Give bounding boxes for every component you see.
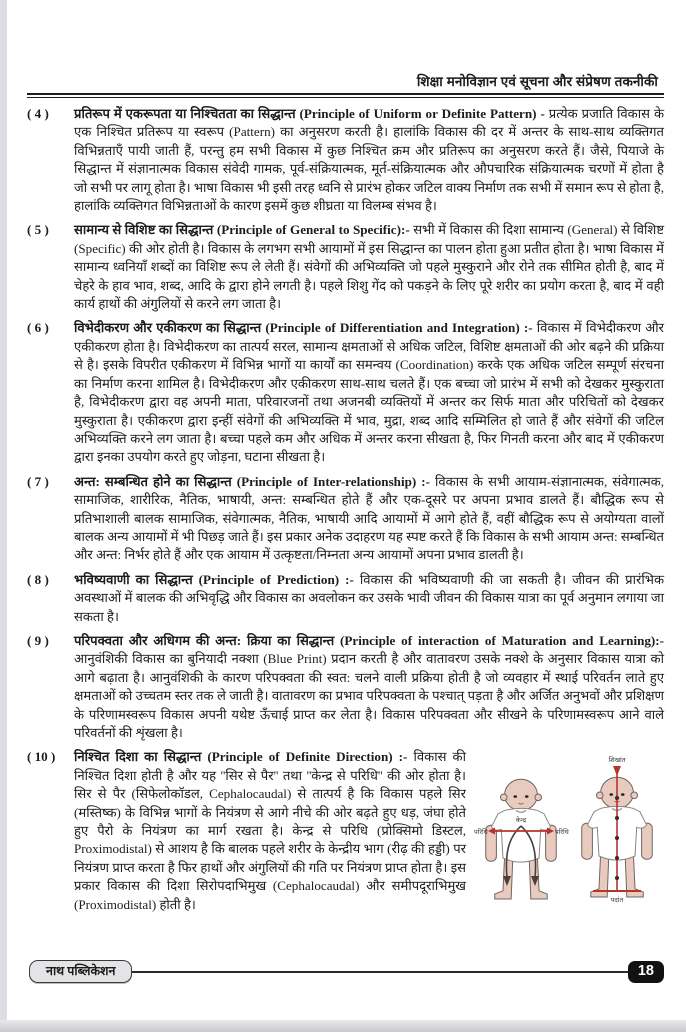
item-number: ( 5 ) — [27, 222, 49, 238]
principle-body: प्रत्येक प्रजाति विकास के एक निश्चित प्रतिरूप या स्वरूप (Pattern) का अनुसरण करती है। हालांकि विकास की दर में अन्तर के साथ-साथ व्यक्तिगत विभिन्नताएँ पायी जाती हैं, परन्तु हम सभी विकास में कुछ निश्चित क्रम और प्रतिरूप का अनुसरण करते हैं। जैसे, पियाजे के सिद्धान्त में संज्ञानात्मक विकास संवेदी गामक, पूर्व-संक्रियात्मक, मूर्त-संक्रियात्मक और औपचारिक संक्रियात्मक चरणों में होता है जो सभी पर लागू होता है। भाषा विकास भी इसी तरह ध्वनि से प्रारंभ होकर जटिल वाक्य निर्माण तक सभी में समान रूप से होता है, हालांकि व्यक्तिगत विभिन्नताओं के कारण इसमें कुछ शीघ्रता या विलम्ब संभव है। — [74, 106, 664, 214]
principle-title: निश्चित दिशा का सिद्धान्त (Principle of Definite Direction) :- — [74, 749, 408, 765]
principle-body: आनुवंशिकी विकास का बुनियादी नक्शा (Blue Print) प्रदान करती है और वातावरण उसके नक्शे के अनुसार विकास यात्रा को आगे बढ़ाता है। आनुवंशिकी के कारण परिपक्वता की स्वत: चलने वाली प्रक्रिया होती है जो व्यवहार में स्थाई परिवर्तन लाते हुए क्षमताओं को उच्चतम स्तर तक ले जाती है। वातावरण का प्रभाव परिपक्वता के पश्चात् पड़ता है और अर्जित अनुभवों और प्रशिक्षण के परिणामस्वरूप विकास अपनी यथेष्ट ऊँचाई प्राप्त कर लेता है। विकास परिपक्वता और सीखने के परिणामस्वरूप आने वाले परिवर्तनों की शृंखला है। — [74, 651, 664, 740]
item-number: ( 8 ) — [27, 571, 49, 587]
page-number-badge: 18 — [628, 961, 664, 983]
principle-title: भविष्यवाणी का सिद्धान्त (Principle of Prediction) :- — [74, 571, 354, 587]
principle-title: अन्त: सम्बन्धित होने का सिद्धान्त (Principle of Inter-relationship) :- — [74, 473, 430, 489]
item-text — [74, 105, 664, 215]
periphery-left-label: परिधि — [474, 829, 488, 837]
item-text — [74, 632, 664, 742]
principle-body: विकास के सभी आयाम-संज्ञानात्मक, संवेगात्मक, सामाजिक, शारीरिक, नैतिक, भाषायी, अन्त: सम्बन्धित होते हैं और एक-दूसरे पर अपना प्रभाव डालते हैं। बौद्धिक रूप से प्रतिभाशाली बालक सामाजिक, संवेगात्मक, नैतिक, भाषायी आदि आयामों में आगे होते हैं, वहीं बौद्धिक रूप से अयोग्यता वालों बालक अन्य आयामों में भी पिछड़ जाते हैं। इस प्रकार अनेक उदाहरण यह स्पष्ट करते हैं कि विकास के सभी आयाम अन्त: सम्बन्धित और अन्त: निर्भर होते हैं और एक आयाम में उत्कृष्टता/निम्नता अन्य आयामों अपना प्रभाव डालती है। — [74, 473, 664, 563]
item-number: ( 6 ) — [27, 320, 49, 336]
item-number: ( 7 ) — [27, 473, 49, 489]
principle-item-4 — [27, 105, 664, 215]
item-text — [74, 571, 664, 626]
book-page — [7, 0, 686, 1020]
item-number: ( 10 ) — [27, 749, 56, 765]
periphery-right-label: परिधि — [555, 829, 569, 837]
principle-item-6 — [27, 319, 664, 466]
item-text — [74, 319, 664, 466]
principle-title: प्रतिरूप में एकरूपता या निश्चितता का सिद्धान्त (Principle of Uniform or Definite Pattern) - — [74, 106, 545, 121]
principle-title: विभेदीकरण और एकीकरण का सिद्धान्त (Principle of Differentiation and Integration) :- — [74, 320, 533, 336]
principle-body: विकास की निश्चित दिशा होती है और यह ''सिर से पैर'' तथा ''केन्द्र से परिधि'' की ओर होता है। सिर से पैर (सिफेलोकॉडल, Cephalocaudal) से तात्पर्य है कि विकास पहले सिर (मस्तिष्क) के विभिन्न भागों के नियंत्रण से आगे नीचे की ओर बढ़ते हुए धड़, जंघा होते हुए पैरो के नियंत्रण का मार्ग रखता है। केन्द्र से परिधि (प्रोक्सिमो डिस्टल, Proximodistal) से आशय है कि बालक पहले शरीर के केन्द्रीय भाग (रीढ़ की हड्डी) पर नियंत्रण प्राप्त करता है फिर हाथों और अंगुलियों की गति पर नियंत्रण प्राप्त होता है। इस प्रकार विकास की दिशा सिरोपदाभिमुख (Cephalocaudal) और समीपदूराभिमुख (Proximodistal) होती है। — [74, 749, 466, 912]
principle-item-7 — [27, 473, 664, 565]
principle-body: विकास की भविष्यवाणी की जा सकती है। जीवन की प्रारंभिक अवस्थाओं में बालक की अभिवृद्धि और विकास का अवलोकन कर उसके भावी जीवन की विकास यात्रा का पूर्व अनुमान लगाया जा सकता है। — [74, 571, 665, 624]
scan-bottom-edge — [0, 1020, 686, 1032]
principle-item-9 — [27, 632, 664, 742]
item-number: ( 9 ) — [27, 632, 49, 648]
principle-item-5 — [27, 221, 664, 313]
header-divider — [27, 93, 664, 98]
publisher-badge: नाथ पब्लिकेशन — [29, 960, 132, 983]
item-text — [74, 221, 664, 313]
principle-item-10 — [27, 748, 664, 950]
item-number: ( 4 ) — [27, 106, 49, 121]
page-footer — [29, 960, 664, 983]
principle-body: विकास में विभेदीकरण और एकीकरण होता है। विभेदीकरण का तात्पर्य सरल, सामान्य क्षमताओं से अधिक जटिल, विशिष्ट क्षमताओं की ओर बढ़ने की प्रक्रिया से है। इसके विपरीत एकीकरण में विभिन्न भागों या कार्यों का समन्वय (Coordination) करके एक अधिक जटिल सम्पूर्ण संरचना का निर्माण करना शामिल है। विभेदीकरण और एकीकरण साथ-साथ चलते हैं। एक बच्चा जो प्रारंभ में सभी को देखकर मुस्कुराता है, विभेदीकरण द्वारा वह अपनी माता, परिवारजनों तथा अजनबी व्यक्तियों में अन्तर कर सिर्फ माता और परिचितों को देखकर मुस्कुराता है। एकीकरण द्वारा इन्हीं संवेगों की अभिव्यक्ति में भाव, मुद्रा, शब्द आदि सम्मिलित हो जाते हैं और संवेगों की जटिल अभिव्यक्ति करने लग जाता है। बच्चा पहले कम और अधिक में अन्तर करना सीखता है, फिर गिनती करना और बाद में एकीकरण द्वारा इनका उपयोग करते हुए जोड़ना, घटाना सीखता है। — [74, 320, 664, 465]
principles-list — [27, 105, 664, 950]
principle-item-8 — [27, 571, 664, 626]
centre-label: केन्द्र — [515, 817, 527, 825]
footer-divider — [132, 971, 627, 973]
development-direction-diagram — [474, 750, 664, 948]
page-header-title: शिक्षा मनोविज्ञान एवं सूचना और संप्रेषण तकनीकी — [416, 74, 658, 89]
principle-title: सामान्य से विशिष्ट का सिद्धान्त (Principle of General to Specific):- — [74, 222, 410, 238]
item-text — [74, 748, 664, 950]
principle-title: परिपक्वता और अधिगम की अन्त: क्रिया का सिद्धान्त (Principle of interaction of Maturation and Learning):- — [74, 632, 664, 648]
foot-end-label: पदांत — [610, 897, 624, 905]
item-text — [74, 473, 664, 565]
head-end-label: शिखांत — [608, 757, 626, 765]
principle-body: सभी में विकास की दिशा सामान्य (General) से विशिष्ट (Specific) की ओर होती है। विकास के लगभग सभी आयामों में इस सिद्धान्त का पालन होता हुआ प्रतीत होता है। भाषा विकास में सामान्य ध्वनियाँ शब्दों का विशिष्ट रूप ले लेती हैं। संवेगों की अभिव्यक्ति जो पहले मुस्कुराने और रोने तक सीमित होती है, बाद में चेहरे के हाव भाव, शब्द, आदि के द्वारा होने लगती है। पहले शिशु गेंद को पकड़ने के लिए पूरे शरीर का प्रयोग करता है, बाद में वही कार्य हाथों की अंगुलियों से करने लग जाता है। — [74, 222, 664, 312]
